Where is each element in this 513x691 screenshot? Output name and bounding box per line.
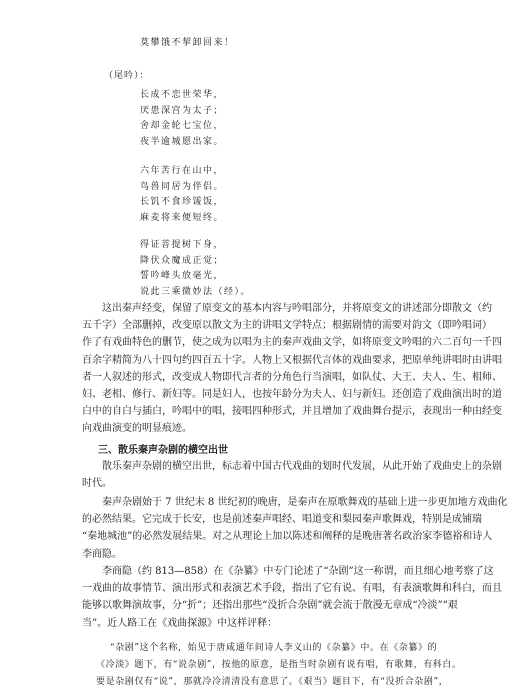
paragraph-4	[82, 563, 502, 632]
text-line: 李商隐。	[82, 548, 122, 560]
text-line: 的必然结果。它完成于长安，也是前述秦声唱经、唱道变和梨园秦声歌舞戏，特别是成铺瑞	[82, 514, 482, 526]
verse-line: 得证菩提树下身，	[140, 240, 225, 250]
section-heading: 三、散乐秦声杂剧的横空出世	[98, 445, 228, 456]
paragraph-1	[82, 300, 502, 438]
text-line: 秦声杂剧始于 7 世纪末 8 世纪初的晚唐，是秦声在原歌舞戏的基础上进一步更加地方戏曲化	[102, 497, 508, 508]
verse-line: 长成不恋世荣华，	[140, 90, 225, 100]
verse-line: 说此三乘微妙法（经）。	[140, 286, 252, 297]
text-line: 者一人叙述的形式，改变成人物即代言者的分角色行当演唱，如队仗、大王、夫人、生、相师、	[82, 371, 502, 383]
verse-stanza-2	[140, 164, 224, 226]
quote-line: “杂剧”这个名称，始见于唐咸通年间诗人李义山的《杂纂》中。在《杂纂》的	[110, 643, 438, 653]
text-line: “秦地城池”的必然发展结果。对之从理论上加以陈述和阐释的是晚唐著名政治家李德裕和诗人	[82, 531, 493, 543]
verse-stanza-1	[140, 88, 224, 150]
text-line: 妇、老相、修行、新妇等。同是妇人，也按年龄分为夫人、妇与新妇。还创造了戏曲演出时的道	[82, 388, 502, 400]
text-line: 散乐秦声杂剧的横空出世，标志着中国古代戏曲的划时代发展，从此开始了戏曲史上的杂剧	[102, 461, 502, 472]
text-line: 百余字精简为八十四句约四百五十字。人物上又根据代言体的戏曲要求，把原单纯讲唱时由讲唱	[82, 354, 502, 366]
verse-line: 誓吟峰头放毫光，	[140, 271, 225, 281]
verse-section-label: （尾吟）：	[104, 71, 150, 81]
verse-line: 六年苦行在山中，	[140, 166, 225, 176]
verse-line-top	[140, 36, 235, 52]
verse-line: 麻麦将来便短终。	[140, 212, 225, 223]
verse-line: 厌患深宫为太子；	[140, 105, 225, 116]
verse-line: 舍却金轮七宝位，	[140, 121, 225, 131]
paragraph-2	[82, 458, 502, 492]
text-line: 白中的自白与插白，吟唱中的唱，接唱四种形式，并且增加了戏曲舞台提示，表现出一种由经变	[82, 406, 502, 418]
text-line: 一戏曲的故事情节、演出形式和表演艺术手段，指出了它有说、有唱，有表演歌舞和科白，而且	[82, 583, 502, 595]
text-line: 李商隐（约 813—858）在《杂纂》中专门论述了“杂剧”这一称谓，而且细心地考察了这	[102, 566, 494, 577]
quote-line: 《冷淡》题下，有“说杂剧”，按他的原意，是指当时杂剧有说有唱，有歌舞，有科白。	[96, 660, 462, 670]
text-line: 当”。近人路工在《戏曲探源》中这样评释：	[82, 617, 278, 629]
text-line: 能够以歌舞演故事，分“折”；还指出那些“没折合杂剧”就会流于散漫无章成“冷淡”“艰	[82, 600, 458, 612]
paragraph-3	[82, 494, 508, 563]
quote-line: 要是杂剧仅有“说”，那就冷冷清清没有意思了。《艰当》题目下，有“没折合杂剧”，	[96, 677, 449, 687]
text-line: 五千字）全部删掉，改变原以散文为主的讲唱文学特点；根据剧情的需要对韵文（即吟唱词）	[82, 320, 492, 332]
verse-stanza-3	[140, 238, 251, 300]
verse-line: 长饥不食珍馐饭，	[140, 197, 225, 207]
text-line: 这出秦声经变，保留了原变文的基本内容与吟唱部分，并将原变文的讲述部分即散文（约	[102, 303, 492, 314]
verse-line: 莫攀饿不挈卸回来！	[140, 38, 235, 48]
text-line: 向戏曲演变的明显痕迹。	[82, 423, 192, 435]
verse-line: 鸟兽同居为伴侣。	[140, 181, 225, 192]
text-line: 时代。	[82, 478, 112, 490]
verse-line: 夜半逾城愿出家。	[140, 136, 225, 147]
text-line: 作了有戏曲特色的删节，使之成为以唱为主的秦声戏曲文学，如将原变文吟唱的六二百句一千四	[82, 337, 502, 349]
block-quote	[96, 640, 462, 691]
verse-line: 降伏众魔成正觉；	[140, 255, 225, 266]
